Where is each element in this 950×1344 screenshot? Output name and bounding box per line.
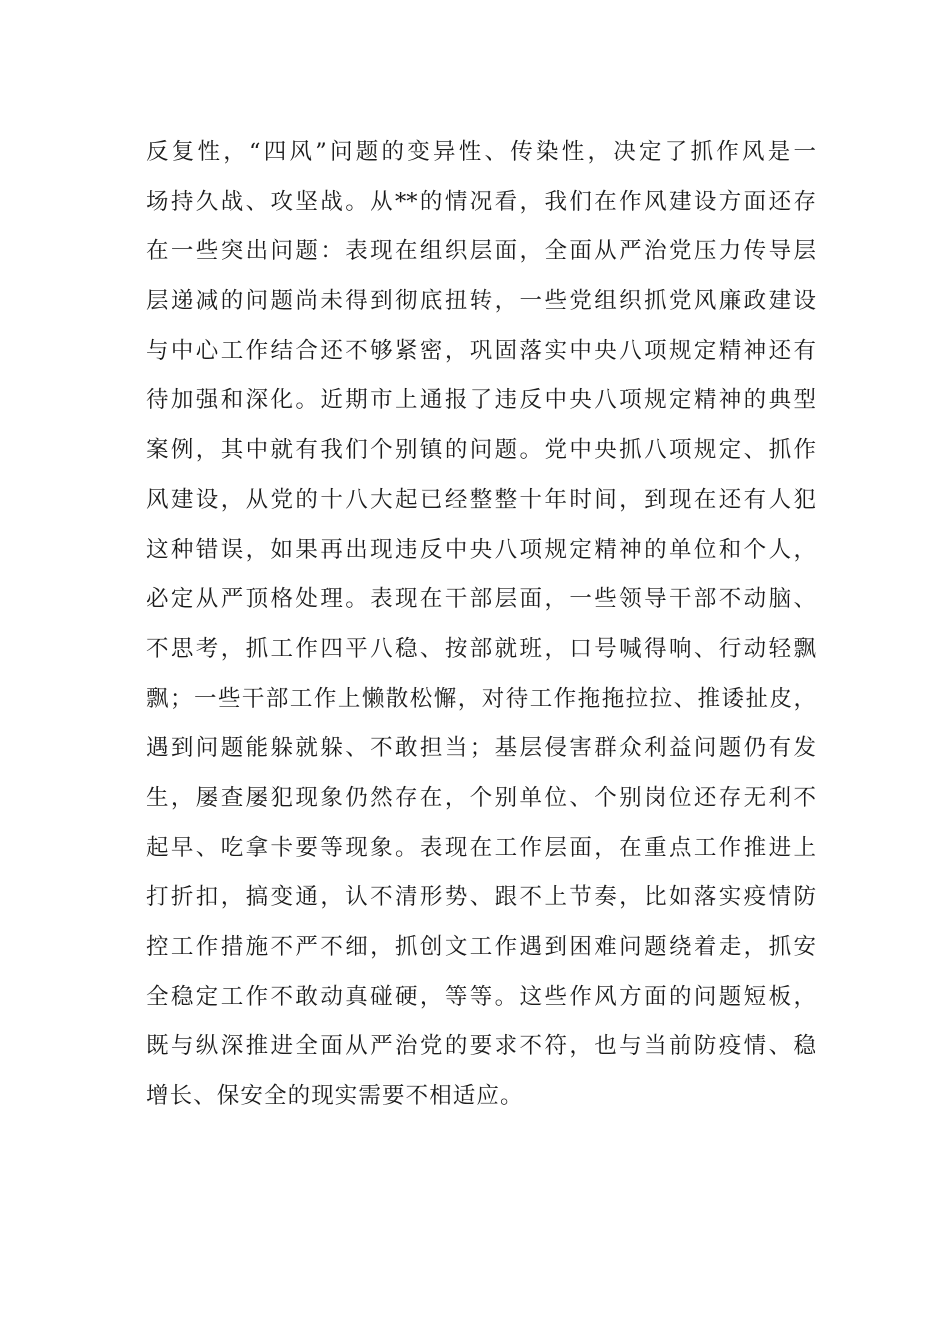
text-line: 待加强和深化。近期市上通报了违反中央八项规定精神的典型 bbox=[146, 387, 816, 414]
text-line: 在一些突出问题：表现在组织层面，全面从严治党压力传导层 bbox=[146, 238, 816, 265]
text-line: 遇到问题能躲就躲、不敢担当；基层侵害群众利益问题仍有发 bbox=[146, 735, 816, 762]
text-line: 场持久战、攻坚战。从**的情况看，我们在作风建设方面还存 bbox=[146, 188, 816, 215]
text-line: 反复性，“四风”问题的变异性、传染性，决定了抓作风是一 bbox=[146, 139, 816, 165]
text-line: 层递减的问题尚未得到彻底扭转，一些党组织抓党风廉政建设 bbox=[146, 288, 816, 315]
text-line: 起早、吃拿卡要等现象。表现在工作层面，在重点工作推进上 bbox=[146, 834, 816, 861]
text-line: 控工作措施不严不细，抓创文工作遇到困难问题绕着走，抓安 bbox=[146, 934, 816, 960]
text-line: 这种错误，如果再出现违反中央八项规定精神的单位和个人， bbox=[146, 536, 816, 563]
text-line: 增长、保安全的现实需要不相适应。 bbox=[146, 1083, 524, 1110]
text-line: 案例，其中就有我们个别镇的问题。党中央抓八项规定、抓作 bbox=[146, 437, 816, 464]
text-line: 打折扣，搞变通，认不清形势、跟不上节奏，比如落实疫情防 bbox=[146, 884, 816, 911]
text-line: 与中心工作结合还不够紧密，巩固落实中央八项规定精神还有 bbox=[146, 337, 816, 364]
text-line: 必定从严顶格处理。表现在干部层面，一些领导干部不动脑、 bbox=[146, 586, 816, 613]
text-line: 风建设，从党的十八大起已经整整十年时间，到现在还有人犯 bbox=[146, 486, 816, 513]
text-line: 不思考，抓工作四平八稳、按部就班，口号喊得响、行动轻飘 bbox=[146, 635, 816, 662]
text-line: 全稳定工作不敢动真碰硬，等等。这些作风方面的问题短板， bbox=[146, 983, 816, 1010]
body-paragraph bbox=[146, 128, 816, 1122]
text-line: 生，屡查屡犯现象仍然存在，个别单位、个别岗位还存无利不 bbox=[146, 784, 816, 811]
text-line: 既与纵深推进全面从严治党的要求不符，也与当前防疫情、稳 bbox=[146, 1033, 816, 1060]
text-line: 飘；一些干部工作上懒散松懈，对待工作拖拖拉拉、推诿扯皮， bbox=[146, 685, 816, 712]
